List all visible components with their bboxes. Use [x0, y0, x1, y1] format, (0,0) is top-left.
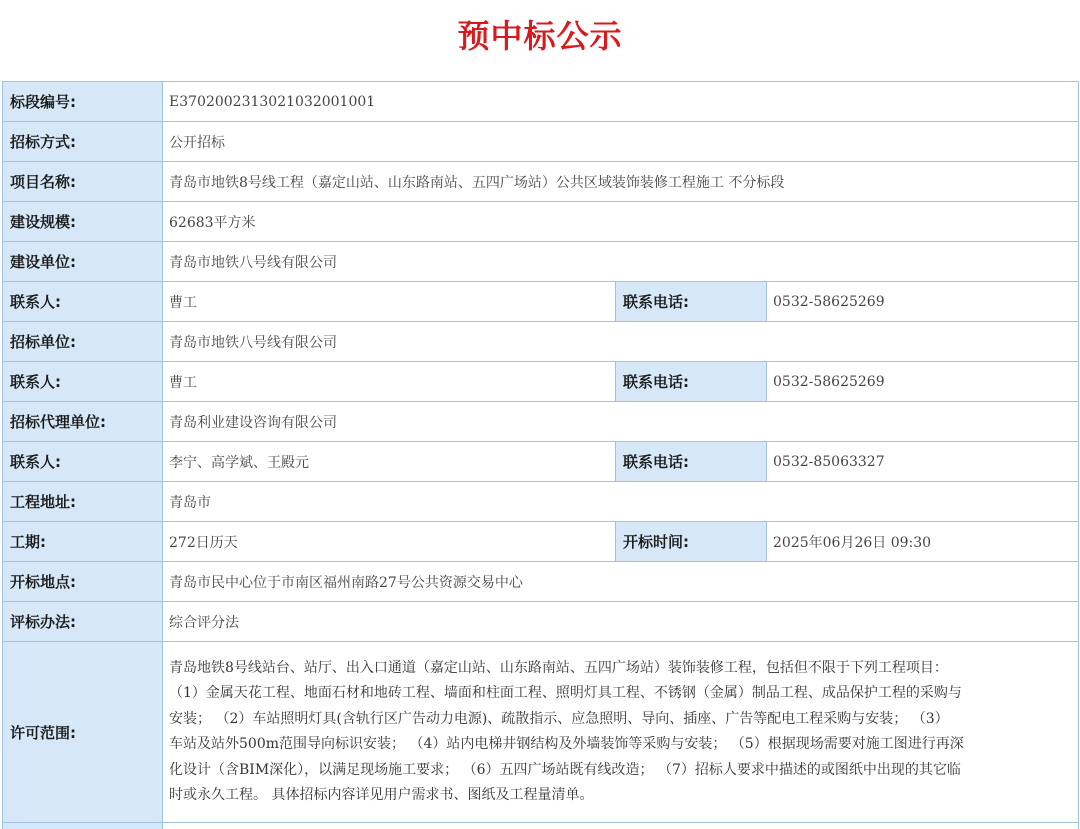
- scope-line: 安装； （2）车站照明灯具(含轨行区广告动力电源)、疏散指示、应急照明、导向、插座、广告等配电工程采购与安装； （3）: [169, 707, 1068, 733]
- scale-value: 62683平方米: [163, 202, 1079, 242]
- agency-value: 青岛利业建设咨询有限公司: [163, 402, 1079, 442]
- address-label: 工程地址:: [3, 482, 163, 522]
- next-row-label-partial: [3, 823, 163, 829]
- contact-2-label: 联系人:: [3, 362, 163, 402]
- opening-place-label: 开标地点:: [3, 562, 163, 602]
- row-bid-section-no: [3, 82, 1079, 122]
- row-agency: [3, 402, 1079, 442]
- contact-3-value: 李宁、高学斌、王殿元: [163, 442, 616, 482]
- row-contact-3: [3, 442, 1079, 482]
- scope-label: 许可范围:: [3, 642, 163, 823]
- row-next-partial: [3, 823, 1079, 829]
- opening-time-value: 2025年06月26日 09:30: [767, 522, 1079, 562]
- row-construction-unit: [3, 242, 1079, 282]
- row-project-name: [3, 162, 1079, 202]
- row-tender-method: [3, 122, 1079, 162]
- duration-label: 工期:: [3, 522, 163, 562]
- tendering-unit-label: 招标单位:: [3, 322, 163, 362]
- scope-line: 车站及站外500m范围导向标识安装； （4）站内电梯井钢结构及外墙装饰等采购与安装； （5）根据现场需要对施工图进行再深: [169, 732, 1068, 758]
- row-scope: [3, 642, 1079, 823]
- bid-section-no-label: 标段编号:: [3, 82, 163, 122]
- scope-line: 青岛地铁8号线站台、站厅、出入口通道（嘉定山站、山东路南站、五四广场站）装饰装修工程，包括但不限于下列工程项目：: [169, 656, 1068, 682]
- row-contact-1: [3, 282, 1079, 322]
- bid-info-table: [2, 81, 1079, 829]
- scope-line: 时或永久工程。 具体招标内容详见用户需求书、图纸及工程量清单。: [169, 783, 1068, 809]
- bid-section-no-value: E3702002313021032001001: [163, 82, 1079, 122]
- row-tendering-unit: [3, 322, 1079, 362]
- agency-label: 招标代理单位:: [3, 402, 163, 442]
- contact-2-phone-value: 0532-58625269: [767, 362, 1079, 402]
- construction-unit-label: 建设单位:: [3, 242, 163, 282]
- opening-place-value: 青岛市民中心位于市南区福州南路27号公共资源交易中心: [163, 562, 1079, 602]
- row-opening-place: [3, 562, 1079, 602]
- address-value: 青岛市: [163, 482, 1079, 522]
- row-address: [3, 482, 1079, 522]
- scale-label: 建设规模:: [3, 202, 163, 242]
- project-name-label: 项目名称:: [3, 162, 163, 202]
- tender-method-label: 招标方式:: [3, 122, 163, 162]
- tender-method-value: 公开招标: [163, 122, 1079, 162]
- contact-1-phone-value: 0532-58625269: [767, 282, 1079, 322]
- contact-2-value: 曹工: [163, 362, 616, 402]
- evaluation-value: 综合评分法: [163, 602, 1079, 642]
- contact-1-value: 曹工: [163, 282, 616, 322]
- scope-value: [163, 642, 1079, 823]
- row-scale: [3, 202, 1079, 242]
- contact-2-phone-label: 联系电话:: [616, 362, 767, 402]
- evaluation-label: 评标办法:: [3, 602, 163, 642]
- page-title: 预中标公示: [0, 0, 1080, 80]
- contact-1-label: 联系人:: [3, 282, 163, 322]
- row-evaluation: [3, 602, 1079, 642]
- contact-1-phone-label: 联系电话:: [616, 282, 767, 322]
- row-contact-2: [3, 362, 1079, 402]
- contact-3-phone-label: 联系电话:: [616, 442, 767, 482]
- next-row-value-partial: [163, 823, 1079, 829]
- contact-3-phone-value: 0532-85063327: [767, 442, 1079, 482]
- contact-3-label: 联系人:: [3, 442, 163, 482]
- scope-line: （1）金属天花工程、地面石材和地砖工程、墙面和柱面工程、照明灯具工程、不锈钢（金属）制品工程、成品保护工程的采购与: [169, 681, 1068, 707]
- scope-line: 化设计（含BIM深化），以满足现场施工要求； （6）五四广场站既有线改造； （7）招标人要求中描述的或图纸中出现的其它临: [169, 758, 1068, 784]
- row-duration: [3, 522, 1079, 562]
- project-name-value: 青岛市地铁8号线工程（嘉定山站、山东路南站、五四广场站）公共区域装饰装修工程施工 不分标段: [163, 162, 1079, 202]
- construction-unit-value: 青岛市地铁八号线有限公司: [163, 242, 1079, 282]
- tendering-unit-value: 青岛市地铁八号线有限公司: [163, 322, 1079, 362]
- opening-time-label: 开标时间:: [616, 522, 767, 562]
- duration-value: 272日历天: [163, 522, 616, 562]
